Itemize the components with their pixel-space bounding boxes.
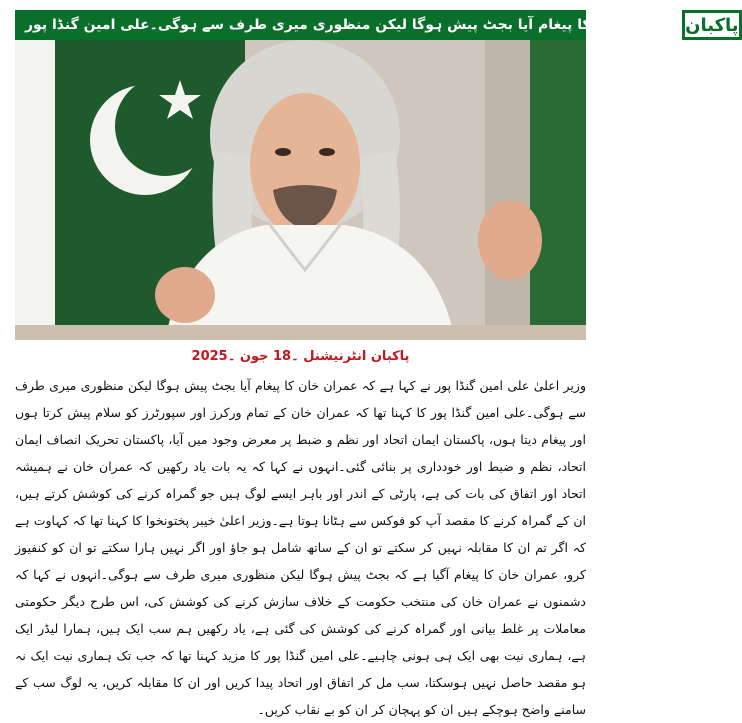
- flag-white-band: [15, 40, 55, 340]
- headline-banner: [15, 10, 739, 40]
- article-paragraph: وزیر اعلیٰ علی امین گنڈا پور نے کہا ہے کہ عمران خان کا پیغام آیا بجٹ پیش ہوگا لیکن منظوری میری طرف سے ہوگی۔علی امین گنڈا پور کا کہنا تھا کہ عمران خان کے تمام ورکرز اور سپورٹرز کو سلام پیش کرتا ہوں اور پیغام دیتا ہوں، پاکستان ایمان اتحاد اور نظم و ضبط پر معرض وجود میں آیا، پاکستان تحریک انصاف ایمان اتحاد، نظم و ضبط اور خودداری پر بنائی گئی۔انہوں نے کہا کہ یہ بات یاد رکھیں کہ عمران خان نے ہمیشہ اتحاد اور اتفاق کی بات کی ہے، پارٹی کے اندر اور باہر ایسے لوگ ہیں جو گمراہ کرنے کی کوشش کرتے ہیں، ان کے گمراہ کرنے کا مقصد آپ کو فوکس سے ہٹانا ہوتا ہے۔وزیر اعلیٰ خیبر پختونخوا کا کہنا تھا کہ کہاوت ہے کہ اگر تم ان کا مقابلہ نہیں کر سکتے تو ان کے ساتھ شامل ہو جاؤ اور اگر نہیں ہارا سکتے تو ان کو کنفیوز کرو، عمران خان کا پیغام آگیا ہے کہ بجٹ پیش ہوگا لیکن منظوری میری طرف سے ہوگی۔انہوں نے کہا کہ دشمنوں نے عمران خان کی منتخب حکومت کے خلاف سازش کرنے کی کوشش کی، اس طرح دیگر حکومتی معاملات پر غلط بیانی اور گمراہ کرنے کی کوشش کی گئی ہے، یاد رکھیں ہم سب ایک ہیں، ہمارا لیڈر ایک ہے، ہماری نیت بھی ایک ہی ہونی چاہیے۔علی امین گنڈا پور کا مزید کہنا تھا کہ جب تک ہماری نیت ایک نہ ہو مقصد حاصل نہیں ہوسکتا، سب مل کر اتفاق اور اتحاد پیدا کریں اور ان کا مقابلہ کریں، یہ لوگ سب کے سامنے واضح ہوچکے ہیں ان کو پہچان کر ان کو بے نقاب کریں۔: [15, 378, 586, 717]
- article-body: [15, 372, 586, 717]
- brand-logo: پاکبان: [682, 10, 741, 40]
- headline-text: عمران خان کا پیغام آیا بجٹ پیش ہوگا لیکن منظوری میری طرف سے ہوگی۔علی امین گنڈا پور: [25, 17, 673, 33]
- dateline: پاکبان انٹرنیشنل ۔18 جون ۔2025: [191, 349, 410, 364]
- news-photo: [15, 40, 586, 340]
- right-hand: [478, 200, 542, 280]
- photo-illustration: [15, 40, 586, 340]
- left-hand: [155, 267, 215, 323]
